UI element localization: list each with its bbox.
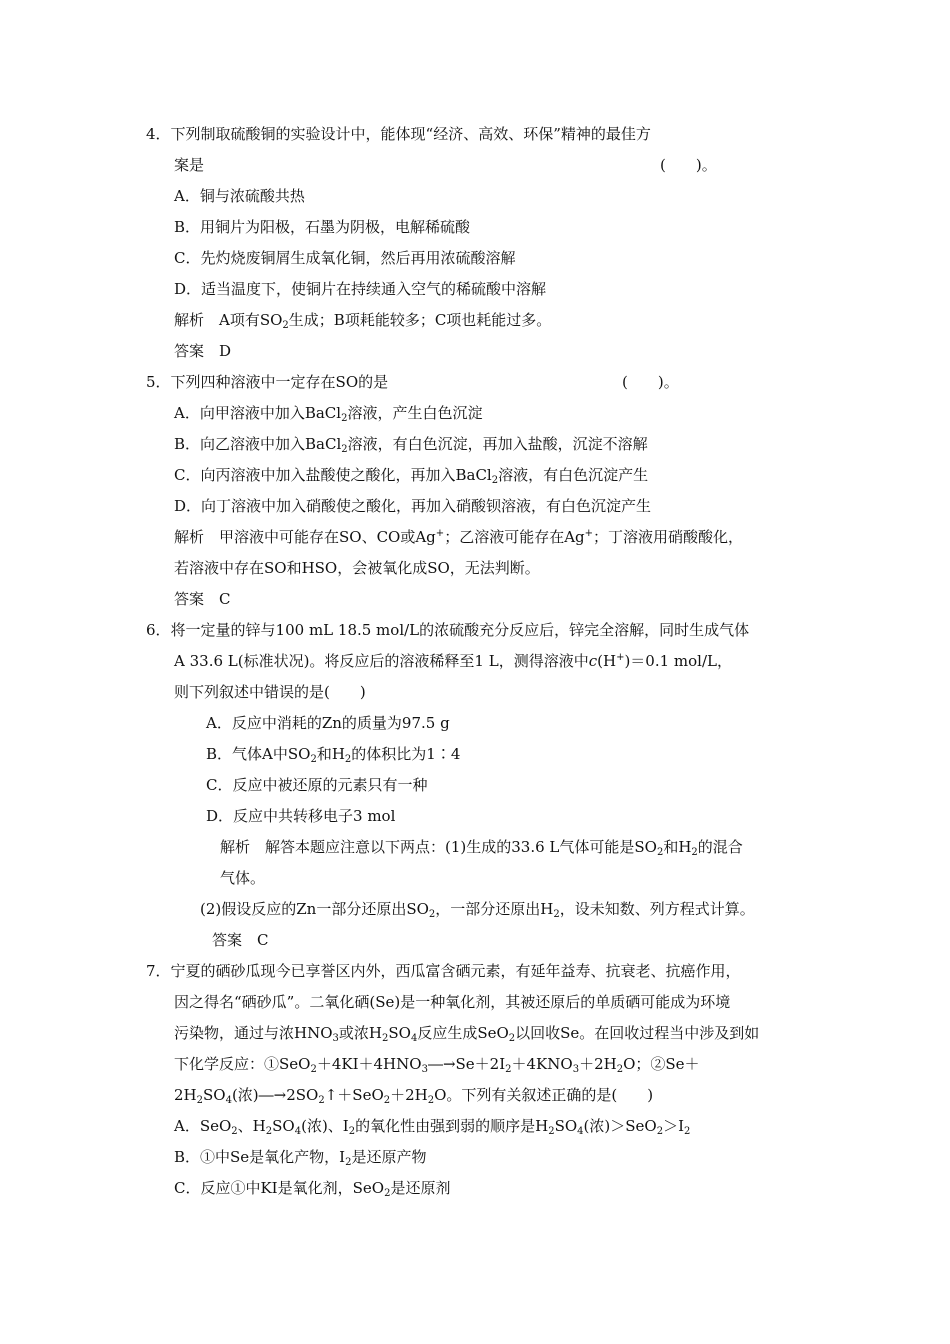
- q7-stem-line3: 污染物，通过与浓$HNO_3$或浓$H_2SO_4$反应生成SeO$_2$以回收Se。在回收过程当中涉及到如: [174, 1024, 760, 1044]
- q4-stem-line1: 4．下列制取硫酸铜的实验设计中，能体现“经济、高效、环保”精神的最佳方: [146, 125, 651, 143]
- q5-option-a: A．向甲溶液中加入BaCl$_2$溶液，产生白色沉淀: [174, 404, 483, 424]
- q6-option-b: B．气体A中$SO_2$和$H_2$的体积比为1∶4: [206, 745, 461, 765]
- q6-stem-line3: 则下列叙述中错误的是( ): [174, 683, 366, 701]
- q7-stem-line1: 7．宁夏的硒砂瓜现今已享誉区内外，西瓜富含硒元素，有延年益寿、抗衰老、抗癌作用，: [146, 962, 741, 980]
- q4-answer: 答案 D: [174, 342, 232, 360]
- q5-option-b: B．向乙溶液中加入BaCl$_2$溶液，有白色沉淀，再加入盐酸，沉淀不溶解: [174, 435, 648, 455]
- q5-answer-blank: ( )。: [622, 373, 679, 391]
- q4-option-c: C．先灼烧废铜屑生成氧化铜，然后再用浓硫酸溶解: [174, 249, 516, 267]
- q7-option-b: B．①中Se是氧化产物，$I_2$是还原产物: [174, 1148, 427, 1168]
- q6-option-c: C．反应中被还原的元素只有一种: [206, 776, 428, 794]
- q6-analysis-line1: 解析 解答本题应注意以下两点：(1)生成的33.6 L气体可能是$SO_2$和$H_2$的混合: [220, 838, 743, 858]
- q6-option-d: D．反应中共转移电子3 mol: [206, 807, 396, 825]
- q7-option-c: C．反应①中KI是氧化剂，SeO$_2$是还原剂: [174, 1179, 451, 1199]
- q7-option-a: A．SeO$_2$、$H_2SO_4$(浓)、$I_2$的氧化性由强到弱的顺序是$H_2SO_4$(浓)$>SeO_2>I_2$: [174, 1117, 691, 1137]
- q5-analysis-line2: 若溶液中存在SO和HSO，会被氧化成SO，无法判断。: [174, 559, 540, 577]
- q5-answer: 答案 C: [174, 590, 231, 608]
- q7-stem-line5: $2H_2SO_4$(浓)$―\to 2SO_2↑+SeO_2+2H_2O$。下列有关叙述正确的是( ): [174, 1086, 654, 1106]
- q4-stem-line2: 案是: [174, 156, 205, 174]
- q5-analysis-line1: 解析 甲溶液中可能存在SO、CO或Ag+；乙溶液可能存在Ag+；丁溶液用硝酸酸化，: [174, 528, 744, 546]
- q5-option-d: D．向丁溶液中加入硝酸使之酸化，再加入硝酸钡溶液，有白色沉淀产生: [174, 497, 652, 515]
- q4-option-d: D．适当温度下，使铜片在持续通入空气的稀硫酸中溶解: [174, 280, 547, 298]
- q4-answer-blank: ( )。: [660, 156, 717, 174]
- q7-stem-line2: 因之得名“硒砂瓜”。二氧化硒(Se)是一种氧化剂，其被还原后的单质硒可能成为环境: [174, 993, 731, 1011]
- q5-option-c: C．向丙溶液中加入盐酸使之酸化，再加入BaCl$_2$溶液，有白色沉淀产生: [174, 466, 649, 486]
- q6-analysis-line2: 气体。: [220, 869, 266, 887]
- q6-option-a: A．反应中消耗的Zn的质量为97.5 g: [206, 714, 450, 732]
- q4-option-b: B．用铜片为阳极，石墨为阴极，电解稀硫酸: [174, 218, 471, 236]
- q6-analysis-line3: (2)假设反应的Zn一部分还原出$SO_2$，一部分还原出$H_2$，设未知数、列方程式计算。: [200, 900, 755, 920]
- q6-stem-line1: 6．将一定量的锌与100 mL 18.5 mol/L的浓硫酸充分反应后，锌完全溶解，同时生成气体: [146, 621, 750, 639]
- q5-stem: 5．下列四种溶液中一定存在SO的是: [146, 373, 389, 391]
- q4-analysis: 解析 A项有$SO_2$生成；B项耗能较多；C项也耗能过多。: [174, 311, 552, 331]
- q7-stem-line4: 下化学反应：$①SeO_2+4KI+4HNO_3―\to Se+2I_2+4KNO_3+2H_2O$；②Se＋: [174, 1055, 700, 1075]
- q6-stem-line2: A 33.6 L(标准状况)。将反应后的溶液稀释至1 L，测得溶液中c(H+)＝0.1 mol/L，: [174, 652, 732, 670]
- q6-answer: 答案 C: [212, 931, 269, 949]
- q4-option-a: A．铜与浓硫酸共热: [174, 187, 305, 205]
